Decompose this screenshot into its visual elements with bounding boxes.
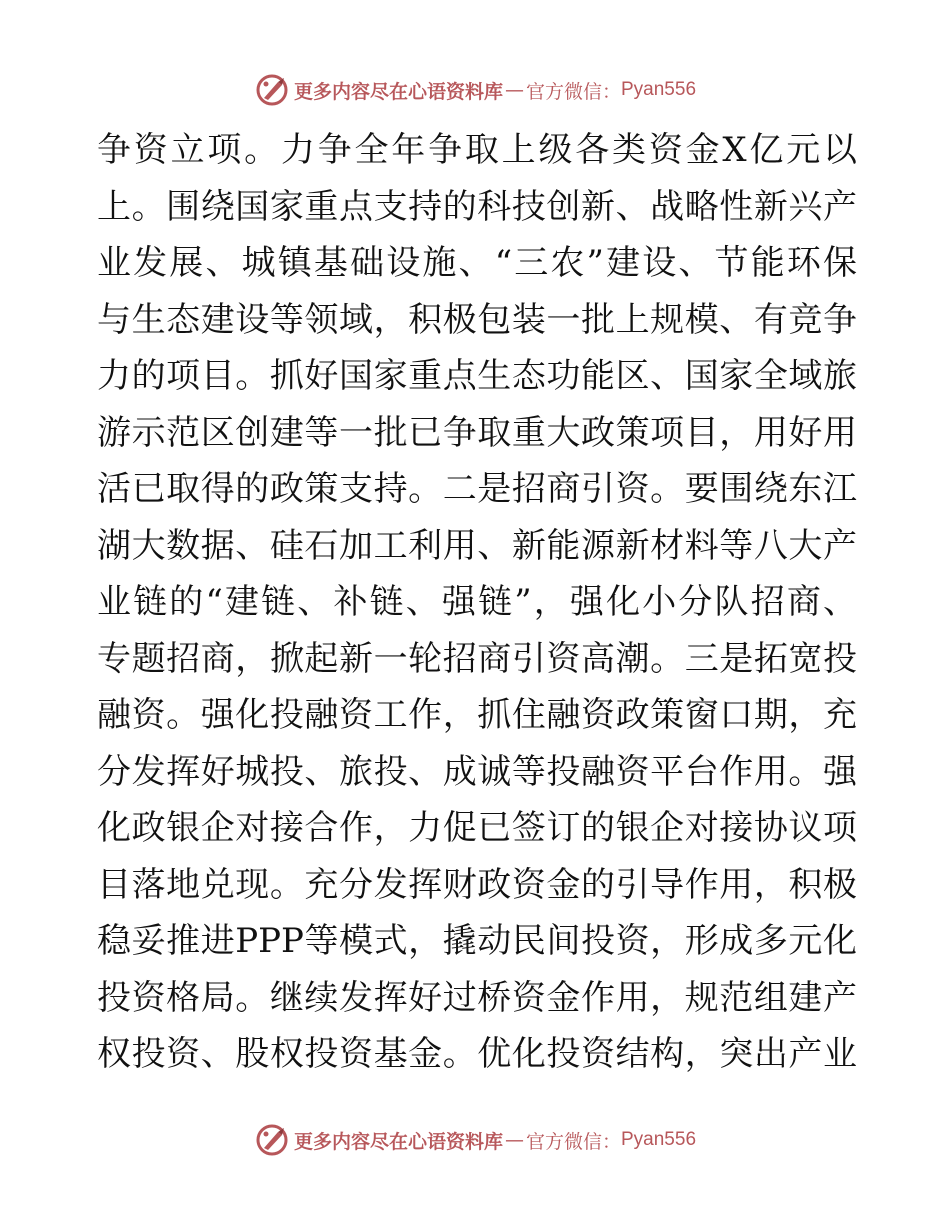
body-line: 与生态建设等领域，积极包装一批上规模、有竞争 xyxy=(97,299,857,340)
watermark-brand: 更多内容尽在心语资料库 xyxy=(293,80,503,103)
body-line: 业链的“建链、补链、强链”，强化小分队招商、 xyxy=(97,582,857,622)
body-line: 力的项目。抓好国家重点生态功能区、国家全域旅 xyxy=(97,356,857,396)
body-line: 投资格局。继续发挥好过桥资金作用，规范组建产 xyxy=(97,977,857,1018)
footer-watermark xyxy=(0,1120,950,1160)
brand-logo-icon xyxy=(254,72,290,108)
watermark-official: 官方微信： xyxy=(525,1130,621,1153)
watermark-wechat-id: Pyan556 xyxy=(621,1129,697,1150)
watermark-brand: 更多内容尽在心语资料库 xyxy=(293,1130,503,1153)
body-line: 融资。强化投融资工作，抓住融资政策窗口期，充 xyxy=(97,695,857,735)
body-line: 目落地兑现。充分发挥财政资金的引导作用，积极 xyxy=(97,864,857,905)
body-line: 权投资、股权投资基金。优化投资结构，突出产业 xyxy=(97,1034,857,1074)
body-line: 活已取得的政策支持。二是招商引资。要围绕东江 xyxy=(97,469,857,509)
brand-logo-icon xyxy=(254,1122,290,1158)
body-line: 稳妥推进PPP等模式，撬动民间投资，形成多元化 xyxy=(97,921,857,961)
document-body xyxy=(97,122,857,1083)
header-watermark xyxy=(0,70,950,110)
watermark-wechat-id: Pyan556 xyxy=(621,79,697,100)
watermark-dash: — xyxy=(504,79,524,101)
body-line: 业发展、城镇基础设施、“三农”建设、节能环保 xyxy=(97,243,857,283)
body-line: 争资立项。力争全年争取上级各类资金X亿元以 xyxy=(97,130,857,170)
watermark-dash: — xyxy=(504,1129,524,1151)
body-line: 游示范区创建等一批已争取重大政策项目，用好用 xyxy=(97,412,857,453)
body-line: 化政银企对接合作，力促已签订的银企对接协议项 xyxy=(97,808,857,848)
body-line: 分发挥好城投、旅投、成诚等投融资平台作用。强 xyxy=(97,751,857,792)
body-line: 专题招商，掀起新一轮招商引资高潮。三是拓宽投 xyxy=(97,638,857,679)
body-line: 湖大数据、硅石加工利用、新能源新材料等八大产 xyxy=(97,525,857,566)
body-line: 上。围绕国家重点支持的科技创新、战略性新兴产 xyxy=(97,186,857,227)
watermark-official: 官方微信： xyxy=(525,80,621,103)
